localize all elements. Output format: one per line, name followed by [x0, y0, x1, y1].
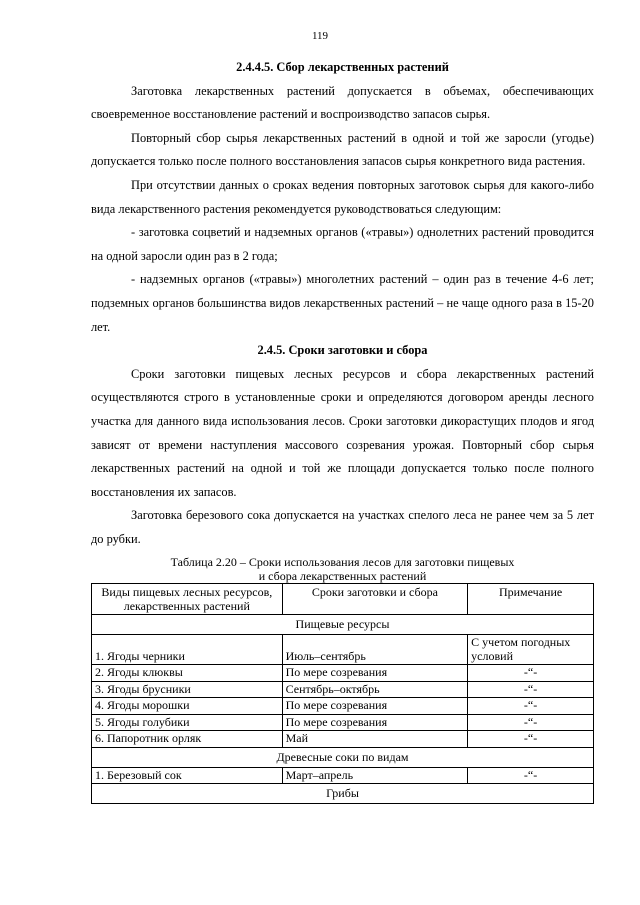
harvest-terms-table — [91, 583, 594, 804]
table-cell: 1. Ягоды черники — [92, 635, 283, 665]
table-cell: 5. Ягоды голубики — [92, 714, 283, 731]
table-cell: -“- — [468, 698, 594, 715]
table-cell: Июль–сентябрь — [282, 635, 468, 665]
paragraph: Сроки заготовки пищевых лесных ресурсов и сбора лекарственных растений осуществляются строго в установленные сроки и определяются договором аренды лесного участка для данного вида использования лесов. Сроки заготовки дикорастущих плодов и ягод зависят от времени наступления массового созревания урожая. Повторный сбор сырья лекарственных растений на одной и той же площади допускается только после полного восстановления их запасов. — [91, 366, 594, 499]
section-mushrooms: Грибы — [92, 784, 594, 804]
table-cell: 6. Папоротник орляк — [92, 731, 283, 748]
table-cell: Май — [282, 731, 468, 748]
header-note: Примечание — [468, 584, 594, 615]
header-resource-type: Виды пищевых лесных ресурсов, лекарственных растений — [92, 584, 283, 615]
paragraph: Заготовка березового сока допускается на участках спелого леса не ранее чем за 5 лет до рубки. — [91, 508, 594, 546]
page-number: 119 — [311, 30, 329, 42]
table-cell: 2. Ягоды клюквы — [92, 665, 283, 682]
table-row — [92, 635, 594, 665]
table-cell: По мере созревания — [282, 665, 468, 682]
table-cell: Март–апрель — [282, 767, 468, 784]
table-header-row — [92, 584, 594, 615]
table-cell: -“- — [468, 665, 594, 682]
table-caption — [91, 555, 594, 583]
table-cell: 1. Березовый сок — [92, 767, 283, 784]
table-row — [92, 731, 594, 748]
list-item: - надземных органов («травы») многолетних растений – один раз в течение 4-6 лет; подземных органов большинства видов лекарственных растений – не чаще одного раза в 15-20 лет. — [91, 272, 594, 334]
table-row — [92, 698, 594, 715]
table-section-row — [92, 784, 594, 804]
table-section-row — [92, 747, 594, 767]
table-cell: По мере созревания — [282, 698, 468, 715]
table-cell: 3. Ягоды брусники — [92, 681, 283, 698]
table-caption-line: и сбора лекарственных растений — [258, 569, 427, 584]
section-food-resources: Пищевые ресурсы — [92, 615, 594, 635]
section-title-harvest-terms: 2.4.5. Сроки заготовки и сбора — [257, 343, 428, 358]
list-item: - заготовка соцветий и надземных органов («травы») однолетних растений проводится на одной заросли один раз в 2 года; — [91, 225, 594, 263]
table-cell: -“- — [468, 681, 594, 698]
table-row — [92, 767, 594, 784]
table-cell: Сентябрь–октябрь — [282, 681, 468, 698]
table-row — [92, 665, 594, 682]
table-row — [92, 714, 594, 731]
paragraph: При отсутствии данных о сроках ведения повторных заготовок сырья для какого-либо вида лекарственного растения рекомендуется руководствоваться следующим: — [91, 177, 594, 216]
section-title-medicinal-plants: 2.4.4.5. Сбор лекарственных растений — [236, 60, 449, 74]
page-content — [91, 56, 594, 804]
table-cell: По мере созревания — [282, 714, 468, 731]
paragraph: Повторный сбор сырья лекарственных растений в одной и той же заросли (угодье) допускается только после полного восстановления запасов сырья конкретного вида растения. — [91, 130, 594, 169]
table-row — [92, 681, 594, 698]
table-section-row — [92, 615, 594, 635]
table-cell: 4. Ягоды морошки — [92, 698, 283, 715]
table-cell: -“- — [468, 767, 594, 784]
paragraph: Заготовка лекарственных растений допускается в объемах, обеспечивающих своевременное восстановление растений и воспроизводство запасов сырья. — [91, 83, 594, 122]
header-harvest-terms: Сроки заготовки и сбора — [282, 584, 468, 615]
table-cell: -“- — [468, 731, 594, 748]
table-caption-line: Таблица 2.20 – Сроки использования лесов для заготовки пищевых — [170, 555, 515, 570]
table-cell: С учетом погодных условий — [468, 635, 594, 665]
table-cell: -“- — [468, 714, 594, 731]
section-tree-saps: Древесные соки по видам — [92, 747, 594, 767]
